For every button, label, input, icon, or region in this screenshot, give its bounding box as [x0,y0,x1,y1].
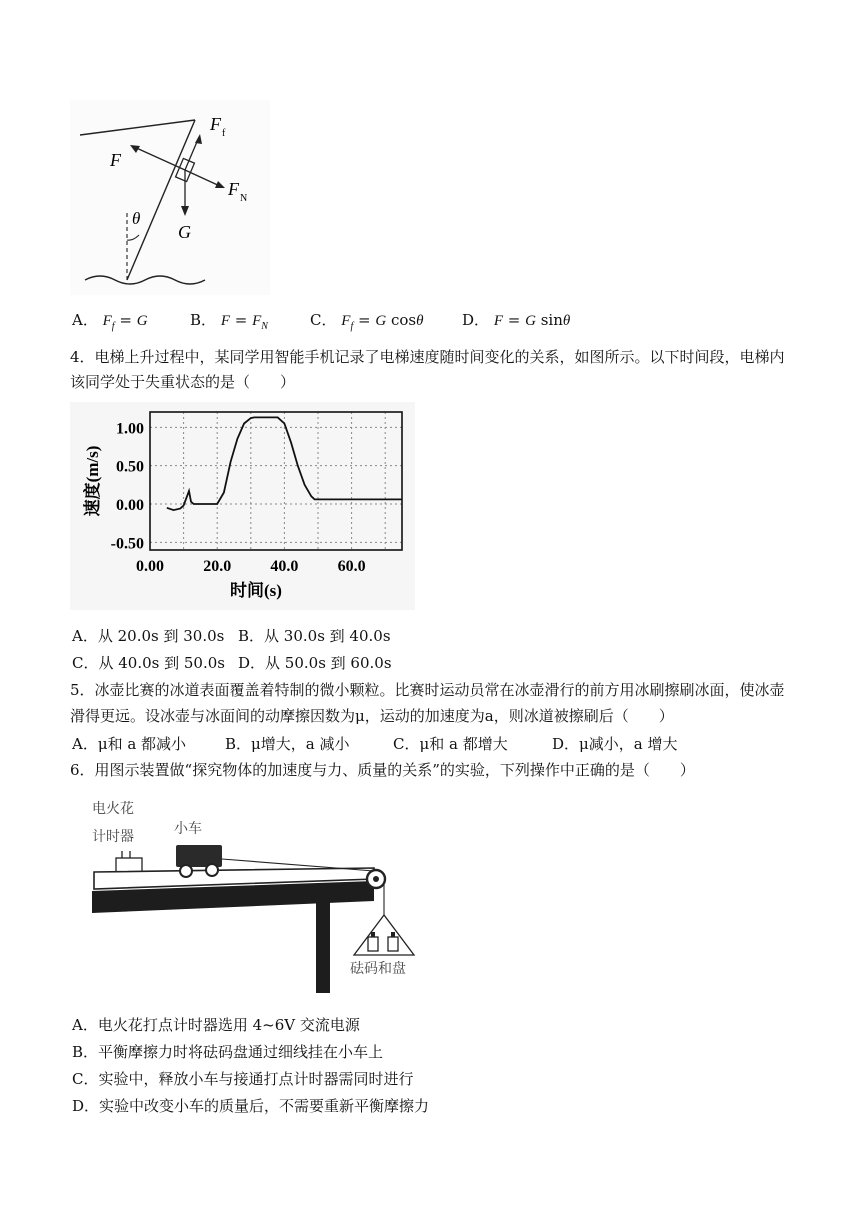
x-axis-label: 时间(s) [230,581,282,600]
force-diagram [70,100,270,295]
q5-option-b: B．μ增大，a 减小 [225,735,350,753]
y-tick-label: 0.00 [116,497,144,514]
q3-option-b: B． $F = F_N$ [190,311,268,332]
label-g: G [178,222,191,242]
q6-option-c: C．实验中，释放小车与接通打点计时器需同时进行 [72,1070,414,1088]
q4-option-b: B．从 30.0s 到 40.0s [238,627,391,645]
weight-pan [354,915,414,955]
label-fn: F [228,179,239,199]
q6-option-b: B．平衡摩擦力时将砝码盘通过细线挂在小车上 [72,1043,384,1061]
label-timer-line2: 计时器 [92,830,134,845]
q3-option-a: A． $F_f = G$ [72,311,148,332]
q6-option-d: D．实验中改变小车的质量后，不需要重新平衡摩擦力 [72,1097,430,1115]
q5-option-d: D．μ减小，a 增大 [552,735,678,753]
q4-option-c: C．从 40.0s 到 50.0s [72,654,225,672]
label-weights: 砝码和盘 [350,962,406,977]
y-tick-label: 0.50 [116,458,144,476]
x-tick-label: 0.00 [136,558,164,575]
q4-stem-line2: 该同学处于失重状态的是（ ） [70,373,296,391]
y-axis-label: 速度(m/s) [83,445,102,517]
q5-stem-line2: 滑得更远。设冰壶与冰面间的动摩擦因数为μ，运动的加速度为a，则冰道被擦刷后（ ） [70,707,674,725]
y-tick-label: 1.00 [116,420,144,438]
label-f: F [110,150,121,170]
q5-stem-line1: 5．冰壶比赛的冰道表面覆盖着特制的微小颗粒。比赛时运动员常在冰壶滑行的前方用冰刷擦刷冰面，使冰壶 [70,681,785,699]
q4-option-a: A．从 20.0s 到 30.0s [72,627,225,645]
label-theta: θ [132,209,141,228]
cart [176,845,222,867]
x-tick-label: 20.0 [203,558,232,575]
q6-option-a: A．电火花打点计时器选用 4~6V 交流电源 [72,1016,360,1034]
x-tick-label: 60.0 [337,558,366,575]
q6-stem: 6．用图示装置做“探究物体的加速度与力、质量的关系”的实验，下列操作中正确的是（ ） [70,761,695,779]
q3-option-c: C． $F_f = G$ cosθ [310,311,424,332]
timer [116,858,142,872]
velocity-time-chart [70,402,415,610]
q5-option-c: C．μ和 a 都增大 [393,735,508,753]
q3-option-d: D． F = G sinθ [462,311,571,329]
q4-option-d: D．从 50.0s 到 60.0s [238,654,392,672]
q5-option-a: A．μ和 a 都减小 [72,735,187,753]
x-tick-label: 40.0 [270,558,299,575]
label-ff-sub: f [222,128,226,139]
q4-stem-line1: 4．电梯上升过程中，某同学用智能手机记录了电梯速度随时间变化的关系，如图所示。以下时间段，电梯内 [70,348,785,366]
table-leg [316,899,330,993]
label-cart: 小车 [174,822,202,837]
y-tick-label: -0.50 [110,535,144,553]
label-ff: F [210,114,221,134]
label-timer-line1: 电火花 [92,802,134,817]
apparatus-diagram [88,795,428,995]
label-fn-sub: N [240,193,248,204]
